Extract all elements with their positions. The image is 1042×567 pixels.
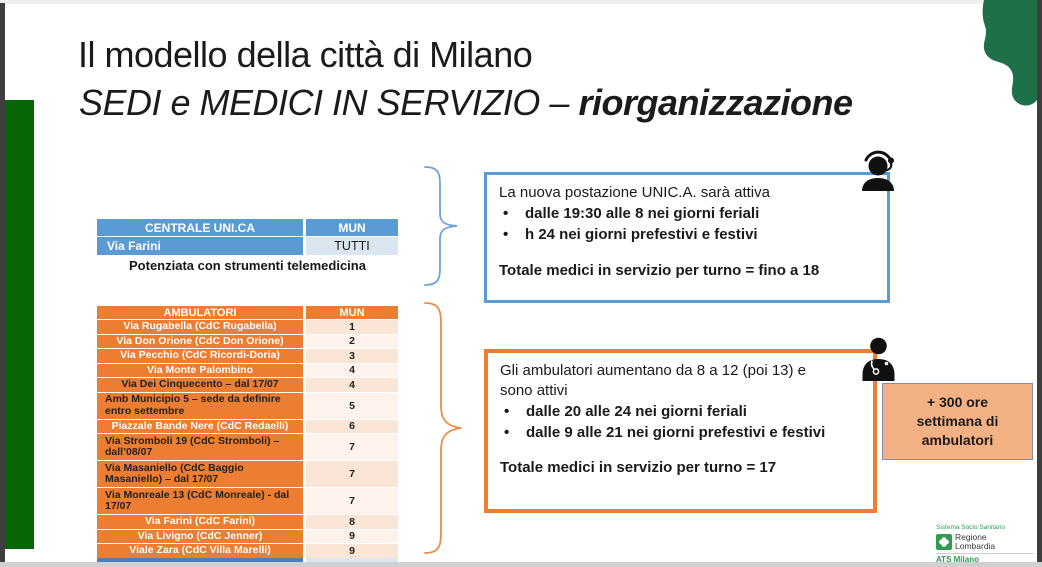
table-row <box>97 434 398 460</box>
table-row <box>97 393 398 419</box>
regione-lombardia-logo <box>936 524 1034 564</box>
mun-cell: 7 <box>306 461 398 487</box>
table-row <box>97 544 398 558</box>
cutoff-row-strip-right <box>306 558 398 562</box>
frame-right-strip <box>1037 0 1042 567</box>
footer-brand-line1: Regione <box>955 532 987 542</box>
footer-brand-row <box>936 533 1034 551</box>
ambulatori-header-cell: AMBULATORI <box>97 306 303 319</box>
subtitle-bold: riorganizzazione <box>578 82 853 123</box>
mun-cell: 5 <box>306 393 398 419</box>
ambulatorio-name-cell: Via Monreale 13 (CdC Monreale) - dal 17/07 <box>97 488 303 514</box>
plus-300-ore-callout: + 300 ore settimana di ambulatori <box>882 383 1033 460</box>
centrale-caption: Potenziata con strumenti telemedicina <box>129 258 366 273</box>
mun-cell: 1 <box>306 320 398 334</box>
table-row <box>97 461 398 487</box>
table-row <box>97 488 398 514</box>
green-accent-bar <box>5 100 34 549</box>
footer-sistema-text: Sistema Socio Sanitario <box>936 524 1006 531</box>
footer-ats-text: ATS Milano <box>936 553 1034 564</box>
table-row <box>97 335 398 349</box>
mun-cell: 9 <box>306 544 398 558</box>
unica-info-box <box>484 172 890 303</box>
ambulatorio-name-cell: Via Farini (CdC Farini) <box>97 515 303 529</box>
ambulatorio-name-cell: Via Stromboli 19 (CdC Stromboli) – dall’08/07 <box>97 434 303 460</box>
mun-cell: 2 <box>306 335 398 349</box>
ambulatori-bullet-2 <box>500 422 861 443</box>
unica-intro-text: La nuova postazione UNIC.A. sarà attiva <box>499 184 770 201</box>
ambulatorio-name-cell: Via Monte Palombino <box>97 364 303 378</box>
page-subtitle <box>79 82 853 124</box>
centrale-header-row <box>97 219 398 236</box>
centrale-unica-table <box>97 219 398 256</box>
mun-cell: 6 <box>306 420 398 434</box>
table-row <box>97 515 398 529</box>
bullet-dot: • <box>504 424 510 441</box>
rosa-camuna-icon <box>936 534 952 550</box>
table-row <box>97 320 398 334</box>
call-center-operator-icon <box>858 147 898 191</box>
unica-total-text: Totale medici in servizio per turno = fino a 18 <box>499 262 820 279</box>
table-row <box>97 530 398 544</box>
bullet-dot: • <box>503 205 509 222</box>
ambulatori-table-body <box>97 320 398 558</box>
mun-cell: 4 <box>306 364 398 378</box>
centrale-mun-cell: TUTTI <box>306 237 398 255</box>
ambulatori-mun-header-cell: MUN <box>306 306 398 319</box>
unica-bullet-2-text: h 24 nei giorni prefestivi e festivi <box>525 226 758 243</box>
ambulatori-bullet-2-text: dalle 9 alle 21 nei giorni prefestivi e festivi <box>526 424 826 441</box>
ambulatorio-name-cell: Piazzale Bande Nere (CdC Redaelli) <box>97 420 303 434</box>
ambulatorio-name-cell: Viale Zara (CdC Villa Marelli) <box>97 544 303 558</box>
doctor-icon <box>860 337 897 381</box>
ambulatori-header-row <box>97 306 398 319</box>
blue-brace <box>421 164 461 288</box>
ambulatori-info-box <box>484 349 877 513</box>
subtitle-regular: SEDI e MEDICI IN SERVIZIO – <box>79 82 579 123</box>
unica-bullet-2 <box>499 224 875 245</box>
mun-cell: 7 <box>306 434 398 460</box>
table-row <box>97 237 398 255</box>
mun-cell: 9 <box>306 530 398 544</box>
table-row <box>97 378 398 392</box>
mun-cell: 3 <box>306 349 398 363</box>
frame-top-strip <box>0 0 1042 4</box>
footer-brand-line2: Lombardia <box>955 540 996 551</box>
bullet-dot: • <box>503 226 509 243</box>
mun-cell: 7 <box>306 488 398 514</box>
table-row <box>97 349 398 363</box>
ambulatori-bullet-1 <box>500 401 861 422</box>
table-row <box>97 364 398 378</box>
centrale-header-cell: CENTRALE UNI.CA <box>97 219 303 236</box>
ambulatori-bullet-1-text: dalle 20 alle 24 nei giorni feriali <box>526 403 747 420</box>
ambulatorio-name-cell: Amb Municipio 5 – sede da definire entro settembre <box>97 393 303 419</box>
ambulatorio-name-cell: Via Dei Cinquecento – dal 17/07 <box>97 378 303 392</box>
ambulatori-table <box>97 306 398 559</box>
unica-bullet-1-text: dalle 19:30 alle 8 nei giorni feriali <box>525 205 760 222</box>
rosa-camuna-corner-decoration-icon <box>962 0 1037 108</box>
centrale-name-cell: Via Farini <box>97 237 303 255</box>
ambulatorio-name-cell: Via Pecchio (CdC Ricordi-Doria) <box>97 349 303 363</box>
table-row <box>97 420 398 434</box>
ambulatorio-name-cell: Via Don Orione (CdC Don Orione) <box>97 335 303 349</box>
ambulatorio-name-cell: Via Rugabella (CdC Rugabella) <box>97 320 303 334</box>
unica-bullet-1 <box>499 203 875 224</box>
ambulatori-intro-text: Gli ambulatori aumentano da 8 a 12 (poi 13) e sono attivi <box>500 362 807 399</box>
ambulatorio-name-cell: Via Livigno (CdC Jenner) <box>97 530 303 544</box>
footer-brand-text <box>955 533 995 551</box>
frame-bottom-strip <box>0 562 1042 567</box>
page-title: Il modello della città di Milano <box>78 34 533 75</box>
orange-brace <box>421 300 465 556</box>
centrale-mun-header-cell: MUN <box>306 219 398 236</box>
mun-cell: 8 <box>306 515 398 529</box>
ambulatorio-name-cell: Via Masaniello (CdC Baggio Masaniello) – dal 17/07 <box>97 461 303 487</box>
mun-cell: 4 <box>306 378 398 392</box>
cutoff-row-strip-left <box>97 558 303 562</box>
ambulatori-total-text: Totale medici in servizio per turno = 17 <box>500 459 777 476</box>
bullet-dot: • <box>504 403 510 420</box>
